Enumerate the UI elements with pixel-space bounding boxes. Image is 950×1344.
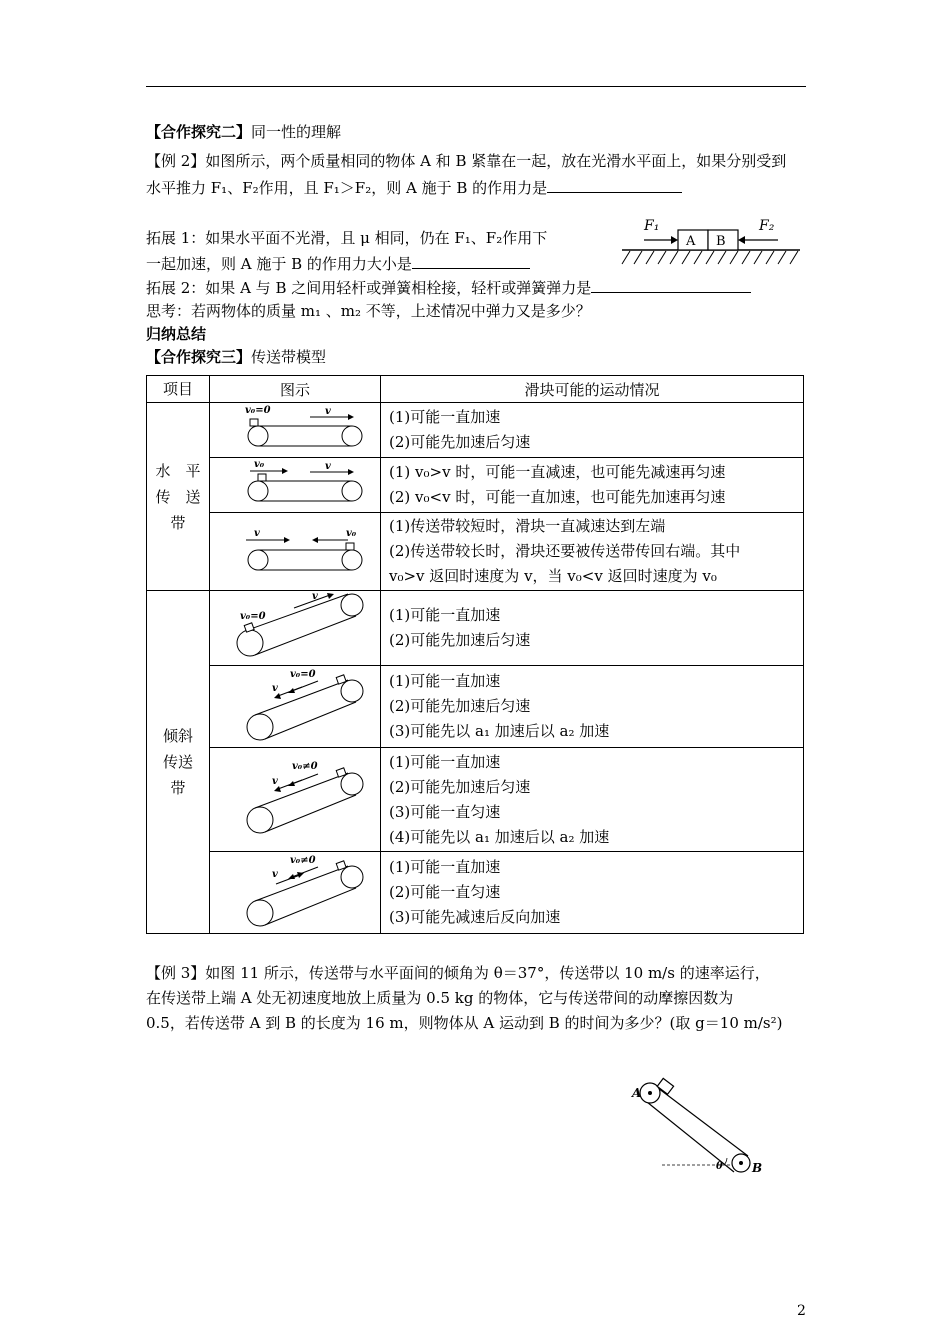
figure-cell xyxy=(210,748,381,852)
figure-cell xyxy=(210,852,381,934)
header-figure: 图示 xyxy=(210,376,381,403)
group-incline: 倾斜 传送 带 xyxy=(147,591,210,934)
svg-text:v: v xyxy=(325,461,331,472)
motion-cell: (1)传送带较短时，滑块一直减速达到左端 (2)传送带较长时，滑块还要被传送带传回右端。其中 v₀>v 返回时速度为 v，当 v₀<v 返回时速度为 v₀ xyxy=(381,513,804,591)
point-b-label: B xyxy=(752,1161,763,1175)
example2-line2: 水平推力 F₁、F₂作用，且 F₁＞F₂，则 A 施于 B 的作用力是 xyxy=(146,176,682,199)
svg-text:v: v xyxy=(325,406,331,417)
motion-cell: (1)可能一直加速 (2)可能先加速后匀速 (3)可能一直匀速 (4)可能先以 a₁ 加速后以 a₂ 加速 xyxy=(381,748,804,852)
answer-blank-3[interactable] xyxy=(591,276,751,293)
motion-cell: (1)可能一直加速 (2)可能先加速后匀速 xyxy=(381,403,804,458)
svg-text:v: v xyxy=(254,527,260,539)
angle-theta-label: θ xyxy=(716,1161,723,1172)
svg-text:v₀≠0: v₀≠0 xyxy=(290,854,316,866)
svg-text:v: v xyxy=(272,868,278,880)
svg-text:v: v xyxy=(272,775,278,787)
incline-belt-figure xyxy=(220,591,370,661)
svg-text:v₀≠0: v₀≠0 xyxy=(292,760,318,772)
incline-belt-figure xyxy=(220,758,370,838)
answer-blank-1[interactable] xyxy=(547,176,682,193)
table-row xyxy=(147,748,804,852)
figure-cell xyxy=(210,513,381,591)
svg-text:v₀=0: v₀=0 xyxy=(290,668,316,680)
table-row xyxy=(147,591,804,666)
table-row xyxy=(147,513,804,591)
motion-cell: (1)可能一直加速 (2)可能先加速后匀速 xyxy=(381,591,804,666)
table-row xyxy=(147,666,804,748)
section3-heading xyxy=(146,346,326,368)
section3-title: 【合作探究三】 xyxy=(146,348,252,366)
extension2-line: 拓展 2：如果 A 与 B 之间用轻杆或弹簧相栓接，轻杆或弹簧弹力是 xyxy=(146,276,751,299)
svg-text:v₀: v₀ xyxy=(254,459,265,470)
table-row xyxy=(147,403,804,458)
example3-line2: 在传送带上端 A 处无初速度地放上质量为 0.5 kg 的物体，它与传送带间的动摩擦因数为 xyxy=(146,989,734,1007)
figure-cell xyxy=(210,666,381,748)
table-header-row xyxy=(147,376,804,403)
section2-title: 【合作探究二】 xyxy=(146,123,252,141)
table-row xyxy=(147,852,804,934)
summary-heading: 归纳总结 xyxy=(146,325,207,343)
page-number: 2 xyxy=(797,1303,806,1319)
header-rule xyxy=(146,86,806,87)
group-horizontal: 水 平 传 送 带 xyxy=(147,403,210,591)
think-line: 思考：若两物体的质量 m₁ 、m₂ 不等，上述情况中弹力又是多少？ xyxy=(146,302,591,320)
point-a-label: A xyxy=(632,1086,642,1100)
example2-label: 【例 2】 xyxy=(146,152,206,170)
incline-belt-figure xyxy=(220,853,370,929)
horizontal-belt-figure xyxy=(220,458,370,508)
answer-blank-2[interactable] xyxy=(412,252,530,269)
svg-text:v₀=0: v₀=0 xyxy=(245,405,271,416)
figure-cell xyxy=(210,458,381,513)
example2-line1: 【例 2】如图所示，两个质量相同的物体 A 和 B 紧靠在一起，放在光滑水平面上，如果分别受到 xyxy=(146,152,787,170)
example3-line3: 0.5，若传送带 A 到 B 的长度为 16 m，则物体从 A 运动到 B 的时间为多少？(取 g＝10 m/s²) xyxy=(146,1014,783,1032)
svg-text:v₀=0: v₀=0 xyxy=(240,611,266,622)
horizontal-belt-figure xyxy=(220,520,370,580)
force-f2-label: F₂ xyxy=(759,218,775,234)
incline-conveyor-figure xyxy=(628,1074,768,1178)
header-item: 项目 xyxy=(147,376,210,403)
horizontal-belt-figure xyxy=(220,403,370,453)
conveyor-table xyxy=(146,375,804,934)
incline-belt-figure xyxy=(220,667,370,743)
figure-cell xyxy=(210,591,381,666)
motion-cell: (1)可能一直加速 (2)可能先加速后匀速 (3)可能先以 a₁ 加速后以 a₂ 加速 xyxy=(381,666,804,748)
block-b-label: B xyxy=(716,234,726,249)
example3-line1: 【例 3】如图 11 所示，传送带与水平面间的倾角为 θ＝37°，传送带以 10 m/s 的速率运行， xyxy=(146,964,770,982)
force-f1-label: F₁ xyxy=(644,218,660,234)
svg-text:v: v xyxy=(272,682,278,694)
figure-cell xyxy=(210,403,381,458)
section2-subtitle: 同一性的理解 xyxy=(251,123,342,141)
blocks-figure xyxy=(618,214,804,270)
svg-text:v₀: v₀ xyxy=(346,527,357,539)
table-row xyxy=(147,458,804,513)
svg-text:v: v xyxy=(312,591,318,602)
header-motion: 滑块可能的运动情况 xyxy=(381,376,804,403)
section3-subtitle: 传送带模型 xyxy=(251,348,327,366)
extension1-line2: 一起加速，则 A 施于 B 的作用力大小是 xyxy=(146,252,530,275)
section2-heading xyxy=(146,121,341,143)
extension1-line1: 拓展 1：如果水平面不光滑，且 μ 相同，仍在 F₁、F₂作用下 xyxy=(146,229,548,247)
motion-cell: (1)可能一直加速 (2)可能一直匀速 (3)可能先减速后反向加速 xyxy=(381,852,804,934)
block-a-label: A xyxy=(686,234,696,249)
motion-cell: (1) v₀>v 时，可能一直减速，也可能先减速再匀速 (2) v₀<v 时，可能一直加速，也可能先加速再匀速 xyxy=(381,458,804,513)
